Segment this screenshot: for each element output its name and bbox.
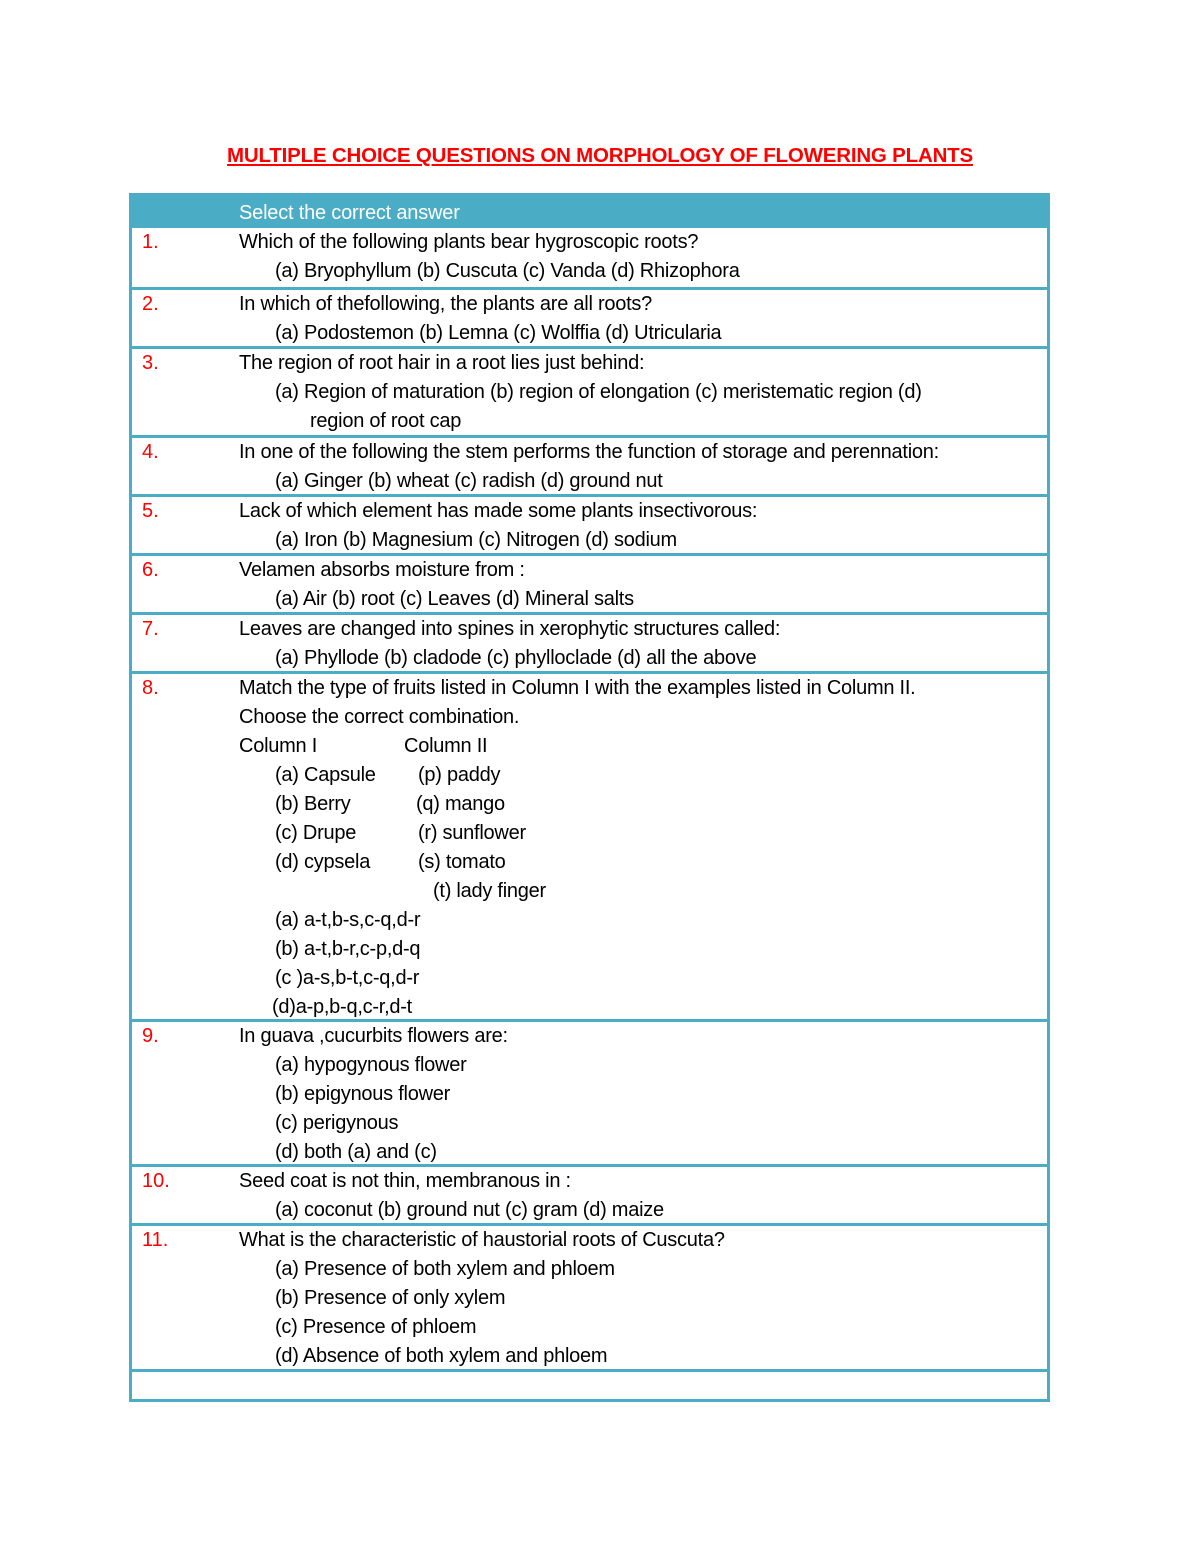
answer-option: (d) Absence of both xylem and phloem bbox=[275, 1345, 608, 1367]
match-row bbox=[239, 790, 1047, 819]
question-row-7 bbox=[132, 612, 1047, 671]
question-text: In one of the following the stem performs the function of storage and perennation: bbox=[239, 441, 939, 463]
question-number: 1. bbox=[142, 231, 159, 253]
answer-option: (b) a-t,b-r,c-p,d-q bbox=[275, 938, 421, 960]
question-row-3 bbox=[132, 346, 1047, 435]
answer-option: (c )a-s,b-t,c-q,d-r bbox=[275, 967, 420, 989]
question-text: In guava ,cucurbits flowers are: bbox=[239, 1025, 508, 1047]
question-options: (a) Bryophyllum (b) Cuscuta (c) Vanda (d) Rhizophora bbox=[275, 260, 740, 282]
answer-option: (a) hypogynous flower bbox=[275, 1054, 467, 1076]
answer-option: (d)a-p,b-q,c-r,d-t bbox=[272, 996, 412, 1018]
match-right-item: (t) lady finger bbox=[433, 880, 546, 902]
question-number: 7. bbox=[142, 618, 159, 640]
answer-option: (c) Presence of phloem bbox=[275, 1316, 477, 1338]
match-row bbox=[239, 819, 1047, 848]
question-options: (a) Ginger (b) wheat (c) radish (d) ground nut bbox=[275, 470, 663, 492]
question-options: (a) Air (b) root (c) Leaves (d) Mineral salts bbox=[275, 588, 634, 610]
question-options: (a) coconut (b) ground nut (c) gram (d) maize bbox=[275, 1199, 664, 1221]
match-left-item: (a) Capsule bbox=[275, 764, 376, 786]
mcq-table bbox=[129, 193, 1050, 1402]
question-row-2 bbox=[132, 287, 1047, 346]
question-row-1 bbox=[132, 228, 1047, 287]
question-options: (a) Iron (b) Magnesium (c) Nitrogen (d) sodium bbox=[275, 529, 677, 551]
page-title: MULTIPLE CHOICE QUESTIONS ON MORPHOLOGY OF FLOWERING PLANTS bbox=[227, 144, 973, 167]
answer-option: (c) perigynous bbox=[275, 1112, 399, 1134]
match-left-item: (d) cypsela bbox=[275, 851, 371, 873]
question-text: Seed coat is not thin, membranous in : bbox=[239, 1170, 571, 1192]
question-number: 3. bbox=[142, 352, 159, 374]
match-left-item: (c) Drupe bbox=[275, 822, 357, 844]
header-label: Select the correct answer bbox=[239, 202, 460, 224]
question-text: In which of thefollowing, the plants are all roots? bbox=[239, 293, 653, 315]
answer-option: (d) both (a) and (c) bbox=[275, 1141, 437, 1163]
column-1-header: Column I bbox=[239, 735, 318, 757]
question-text: What is the characteristic of haustorial roots of Cuscuta? bbox=[239, 1229, 725, 1251]
question-row-11 bbox=[132, 1223, 1047, 1369]
question-number: 6. bbox=[142, 559, 159, 581]
question-text: Velamen absorbs moisture from : bbox=[239, 559, 525, 581]
question-number: 2. bbox=[142, 293, 159, 315]
match-right-item: (r) sunflower bbox=[418, 822, 526, 844]
question-text: Which of the following plants bear hygroscopic roots? bbox=[239, 231, 699, 253]
question-options: (a) Region of maturation (b) region of elongation (c) meristematic region (d) bbox=[275, 381, 922, 403]
question-row-6 bbox=[132, 553, 1047, 612]
question-row-9 bbox=[132, 1019, 1047, 1164]
question-number: 9. bbox=[142, 1025, 159, 1047]
match-row bbox=[239, 848, 1047, 877]
question-number: 8. bbox=[142, 677, 159, 699]
question-text: Lack of which element has made some plants insectivorous: bbox=[239, 500, 758, 522]
match-right-item: (p) paddy bbox=[418, 764, 501, 786]
answer-option: (a) a-t,b-s,c-q,d-r bbox=[275, 909, 421, 931]
question-number: 10. bbox=[142, 1170, 170, 1192]
question-number: 11. bbox=[142, 1229, 169, 1251]
match-right-item: (q) mango bbox=[416, 793, 505, 815]
column-2-header: Column II bbox=[404, 735, 488, 757]
question-row-8 bbox=[132, 671, 1047, 1019]
question-text-line-2: Choose the correct combination. bbox=[239, 706, 520, 728]
question-number: 5. bbox=[142, 500, 159, 522]
question-options: (a) Podostemon (b) Lemna (c) Wolffia (d) Utricularia bbox=[275, 322, 722, 344]
question-text: The region of root hair in a root lies just behind: bbox=[239, 352, 645, 374]
empty-row bbox=[132, 1369, 1047, 1399]
answer-option: (b) epigynous flower bbox=[275, 1083, 451, 1105]
question-number: 4. bbox=[142, 441, 159, 463]
answer-option: (b) Presence of only xylem bbox=[275, 1287, 506, 1309]
question-row-10 bbox=[132, 1164, 1047, 1223]
question-text: Match the type of fruits listed in Column I with the examples listed in Column II. bbox=[239, 677, 916, 699]
answer-option: (a) Presence of both xylem and phloem bbox=[275, 1258, 615, 1280]
question-row-5 bbox=[132, 494, 1047, 553]
column-headers bbox=[239, 732, 1047, 761]
question-options: (a) Phyllode (b) cladode (c) phylloclade (d) all the above bbox=[275, 647, 757, 669]
question-row-4 bbox=[132, 435, 1047, 494]
match-row bbox=[239, 761, 1047, 790]
match-left-item: (b) Berry bbox=[275, 793, 351, 815]
question-text: Leaves are changed into spines in xerophytic structures called: bbox=[239, 618, 781, 640]
question-options-continuation: region of root cap bbox=[310, 410, 462, 432]
match-right-item: (s) tomato bbox=[418, 851, 506, 873]
table-header bbox=[132, 196, 1047, 228]
